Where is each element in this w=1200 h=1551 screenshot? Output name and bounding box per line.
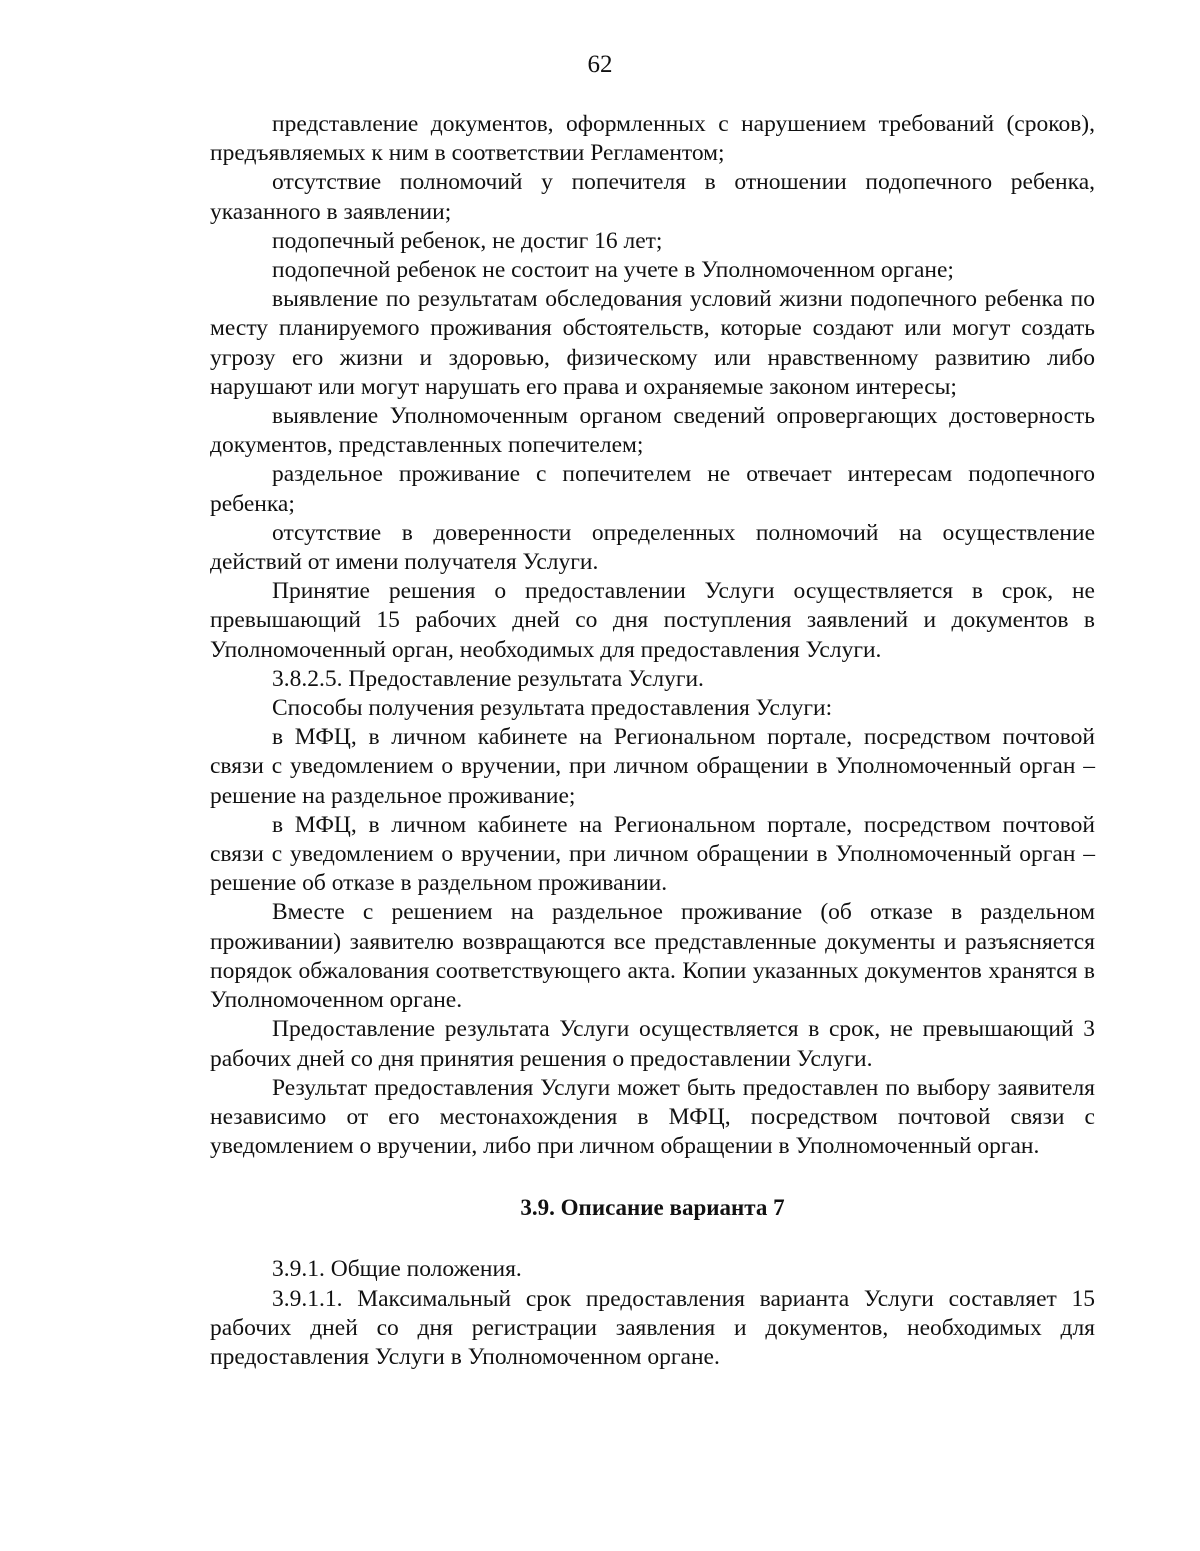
paragraph: отсутствие полномочий у попечителя в отношении подопечного ребенка, указанного в заявлении; <box>210 169 1095 225</box>
paragraph: отсутствие в доверенности определенных полномочий на осуществление действий от имени получателя Услуги. <box>210 519 1095 576</box>
paragraph: Принятие решения о предоставлении Услуги осуществляется в срок, не превышающий 15 рабочих дней со дня поступления заявлений и документов в Уполномоченный орган, необходимых для предоставления Услуги. <box>210 578 1095 663</box>
page-number: 62 <box>587 51 613 78</box>
paragraph: 3.9.1. Общие положения. <box>272 1256 522 1283</box>
paragraph: выявление по результатам обследования условий жизни подопечного ребенка по месту планируемого проживания обстоятельств, которые создают или могут создать угрозу его жизни и здоровью, физическому или нравственному развитию либо нарушают или могут нарушать его права и охраняемые законом интересы; <box>210 286 1095 400</box>
paragraph: раздельное проживание с попечителем не отвечает интересам подопечного ребенка; <box>210 461 1095 517</box>
paragraph: Способы получения результата предоставления Услуги: <box>272 695 833 722</box>
paragraph: представление документов, оформленных с нарушением требований (сроков), предъявляемых к ним в соответствии Регламентом; <box>210 111 1095 167</box>
section-heading: 3.9. Описание варианта 7 <box>520 1195 785 1221</box>
paragraph: подопечный ребенок, не достиг 16 лет; <box>272 227 663 254</box>
paragraph: 3.9.1.1. Максимальный срок предоставления варианта Услуги составляет 15 рабочих дней со дня регистрации заявления и документов, необходимых для предоставления Услуги в Уполномоченном органе. <box>210 1285 1095 1370</box>
paragraph: подопечной ребенок не состоит на учете в Уполномоченном органе; <box>272 257 954 284</box>
paragraph: Вместе с решением на раздельное проживание (об отказе в раздельном проживании) заявителю возвращаются все представленные документы и разъясняется порядок обжалования соответствующего акта. Копии указанных документов хранятся в Уполномоченном органе. <box>210 899 1095 1014</box>
paragraph: Предоставление результата Услуги осуществляется в срок, не превышающий 3 рабочих дней со дня принятия решения о предоставлении Услуги. <box>210 1016 1095 1072</box>
document-body <box>210 110 1095 1372</box>
paragraph: выявление Уполномоченным органом сведений опровергающих достоверность документов, представленных попечителем; <box>210 403 1095 459</box>
paragraph: 3.8.2.5. Предоставление результата Услуги. <box>272 665 704 692</box>
paragraph: в МФЦ, в личном кабинете на Региональном портале, посредством почтовой связи с уведомлением о вручении, при личном обращении в Уполномоченный орган – решение об отказе в раздельном проживании. <box>210 811 1095 897</box>
paragraph: в МФЦ, в личном кабинете на Региональном портале, посредством почтовой связи с уведомлением о вручении, при личном обращении в Уполномоченный орган – решение на раздельное проживание; <box>210 724 1095 809</box>
paragraph: Результат предоставления Услуги может быть предоставлен по выбору заявителя независимо от его местонахождения в МФЦ, посредством почтовой связи с уведомлением о вручении, либо при личном обращении в Уполномоченный орган. <box>210 1074 1095 1160</box>
